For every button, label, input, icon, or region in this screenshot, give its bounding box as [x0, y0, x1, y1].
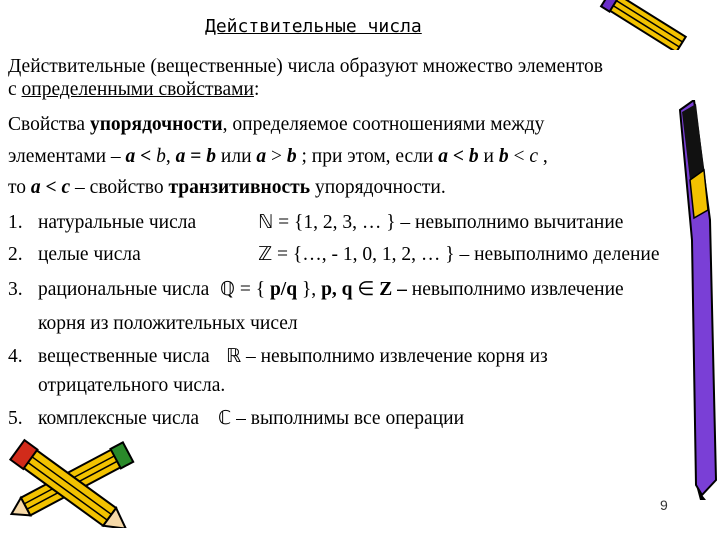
intro-line-1 — [8, 56, 603, 78]
var-b: b — [286, 146, 297, 167]
list-item-natural — [8, 211, 623, 234]
list-item-complex — [8, 407, 464, 430]
item-desc: корня из положительных чисел — [38, 313, 298, 334]
sep: , — [165, 146, 176, 167]
slide-title: Действительные числа — [205, 16, 422, 37]
order-term: упорядочности — [89, 114, 223, 135]
naturals-symbol: ℕ — [258, 211, 274, 233]
list-item-rationals — [8, 278, 624, 301]
pencils-bottom-icon — [0, 428, 150, 528]
var-c: c — [529, 146, 538, 167]
var-b: b — [468, 146, 479, 167]
var-a: a — [30, 177, 41, 198]
item-number: 1. — [8, 212, 23, 233]
item-desc: = { — [234, 279, 270, 300]
item-desc: – невыполнимо извлечение корня из — [241, 346, 548, 367]
transitivity-term: транзитивность — [168, 177, 311, 198]
item-desc: p/q — [269, 279, 298, 300]
properties-link[interactable]: определенными свойствами — [21, 79, 254, 100]
sep: , — [537, 146, 548, 167]
op-lt: < — [508, 146, 530, 167]
item-desc: p, q — [321, 279, 353, 300]
list-item-rationals-cont — [38, 313, 298, 335]
rationals-symbol: ℚ — [220, 278, 235, 300]
item-desc: невыполнимо извлечение — [406, 279, 624, 300]
var-b: b — [156, 146, 166, 167]
item-desc: – выполнимы все операции — [231, 408, 465, 429]
var-a: a — [125, 146, 136, 167]
order-text: Свойства — [8, 114, 90, 135]
intro-line-2 — [8, 79, 259, 101]
item-desc: }, — [297, 279, 322, 300]
var-c: c — [61, 177, 71, 198]
item-name: вещественные числа — [38, 346, 210, 367]
complex-symbol: ℂ — [218, 407, 232, 429]
order-text: – свойство — [70, 177, 169, 198]
item-number: 5. — [8, 408, 23, 429]
intro-text: Действительные (вещественные) числа образуют множество элементов — [8, 56, 603, 77]
intro-prefix: с — [8, 79, 22, 100]
reals-symbol: ℝ — [226, 345, 242, 367]
list-item-reals — [8, 345, 548, 368]
pencil-right-icon — [672, 100, 720, 500]
op-lt: < — [135, 146, 157, 167]
op-eq: = — [185, 146, 207, 167]
order-text: элементами – — [8, 146, 126, 167]
order-text: ; при этом, если — [296, 146, 439, 167]
item-desc: Z – — [379, 279, 407, 300]
item-desc: = {…, - 1, 0, 1, 2, … } – невыполнимо деление — [272, 244, 660, 265]
order-text: или — [216, 146, 257, 167]
page-number: 9 — [660, 497, 668, 513]
order-text: то — [8, 177, 31, 198]
item-desc: отрицательного числа. — [38, 375, 226, 396]
pencil-top-icon — [598, 0, 694, 50]
integers-symbol: ℤ — [258, 243, 273, 265]
list-item-integers — [8, 243, 660, 266]
item-number: 2. — [8, 244, 23, 265]
intro-suffix: : — [253, 79, 260, 100]
op-lt: < — [40, 177, 62, 198]
var-a: a — [256, 146, 267, 167]
order-line-2 — [8, 146, 548, 168]
op-gt: > — [266, 146, 287, 167]
item-name: натуральные числа — [38, 212, 197, 233]
order-line-3 — [8, 177, 446, 199]
order-text: упорядочности. — [310, 177, 446, 198]
var-b: b — [498, 146, 509, 167]
item-name: рациональные числа — [38, 279, 210, 300]
list-item-reals-cont — [38, 375, 225, 397]
order-line-1 — [8, 114, 544, 136]
order-text: , определяемое соотношениями между — [222, 114, 545, 135]
item-name: целые числа — [38, 244, 141, 265]
var-b: b — [206, 146, 217, 167]
item-name: комплексные числа — [38, 408, 200, 429]
element-of-symbol: ∈ — [352, 279, 380, 300]
item-number: 4. — [8, 346, 23, 367]
order-text: и — [478, 146, 499, 167]
op-lt: < — [448, 146, 469, 167]
var-a: a — [438, 146, 448, 167]
item-desc: = {1, 2, 3, … } – невыполнимо вычитание — [273, 212, 624, 233]
var-a: a — [175, 146, 186, 167]
item-number: 3. — [8, 279, 23, 300]
